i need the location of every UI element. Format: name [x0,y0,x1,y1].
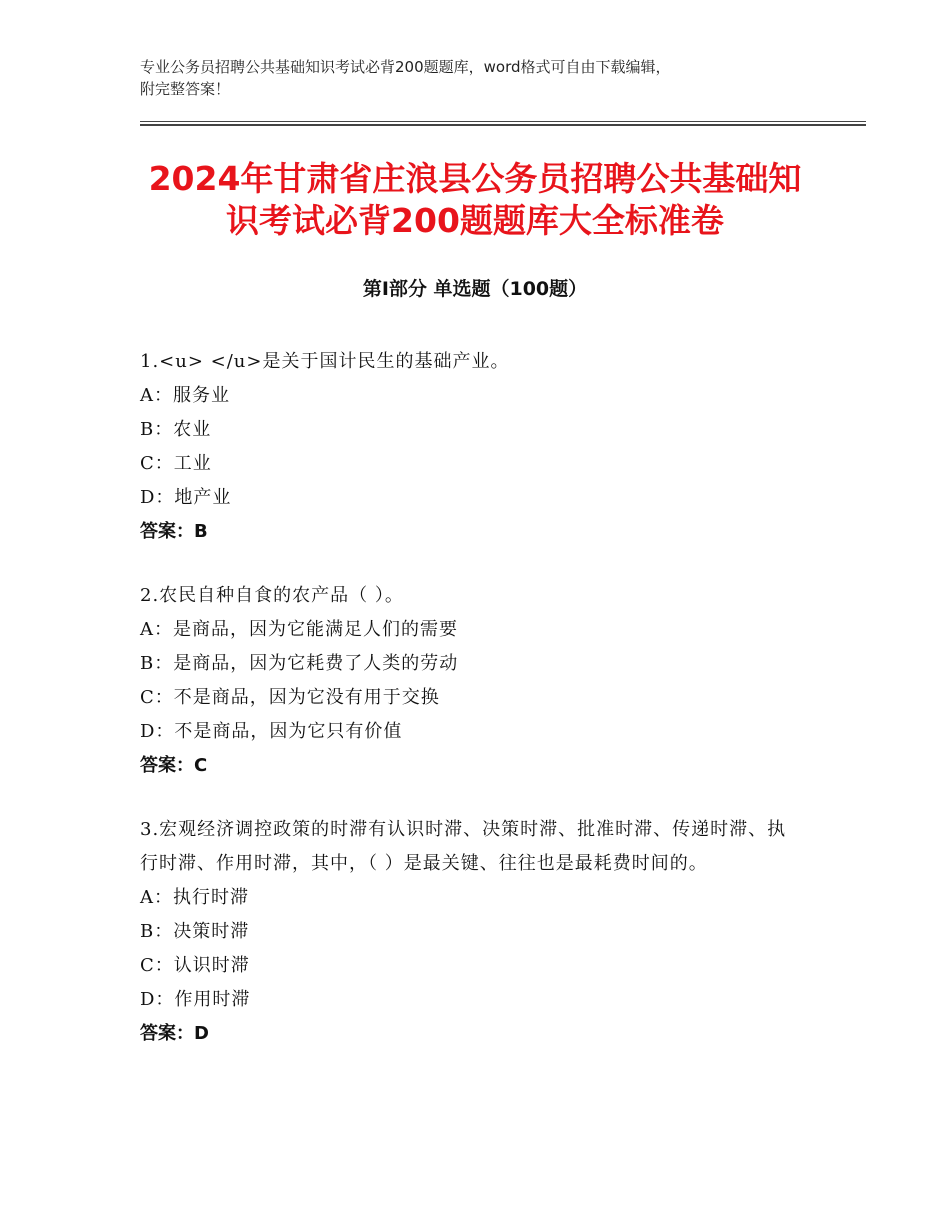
header-divider-thick [140,124,866,126]
option-a: A：服务业 [140,385,230,406]
option-d: D：地产业 [140,487,232,508]
option-d: D：作用时滞 [140,989,251,1010]
option-b: B：决策时滞 [140,921,250,942]
question-stem: 1.<u> </u>是关于国计民生的基础产业。 [140,351,510,372]
question-1 [140,345,800,549]
document-title-line-2: 识考试必背200题题库大全标准卷 [226,201,724,240]
option-c: C：不是商品，因为它没有用于交换 [140,687,440,708]
option-c: C：工业 [140,453,212,474]
header-divider [140,121,866,126]
answer: 答案：D [140,1023,209,1044]
section-title: 第Ⅰ部分 单选题（100题） [362,278,588,300]
option-c: C：认识时滞 [140,955,250,976]
header-note-line-1: 专业公务员招聘公共基础知识考试必背200题题库，word格式可自由下载编辑， [140,58,671,76]
answer: 答案：C [140,755,208,776]
question-list [140,345,800,1081]
option-b: B：农业 [140,419,212,440]
answer: 答案：B [140,521,208,542]
document-title-line-1: 2024年甘肃省庄浪县公务员招聘公共基础知 [148,159,802,198]
option-a: A：是商品，因为它能满足人们的需要 [140,619,458,640]
header-note [140,56,830,100]
header-divider-thin [140,121,866,122]
option-d: D：不是商品，因为它只有价值 [140,721,403,742]
question-3 [140,813,800,1051]
document-title [80,158,870,242]
option-a: A：执行时滞 [140,887,249,908]
question-stem: 3.宏观经济调控政策的时滞有认识时滞、决策时滞、批准时滞、传递时滞、执行时滞、作用时滞，其中，（ ）是最关键、往往也是最耗费时间的。 [140,819,787,874]
question-2 [140,579,800,783]
option-b: B：是商品，因为它耗费了人类的劳动 [140,653,459,674]
question-stem: 2.农民自种自食的农产品（ ）。 [140,585,404,606]
header-note-line-2: 附完整答案！ [140,80,231,98]
